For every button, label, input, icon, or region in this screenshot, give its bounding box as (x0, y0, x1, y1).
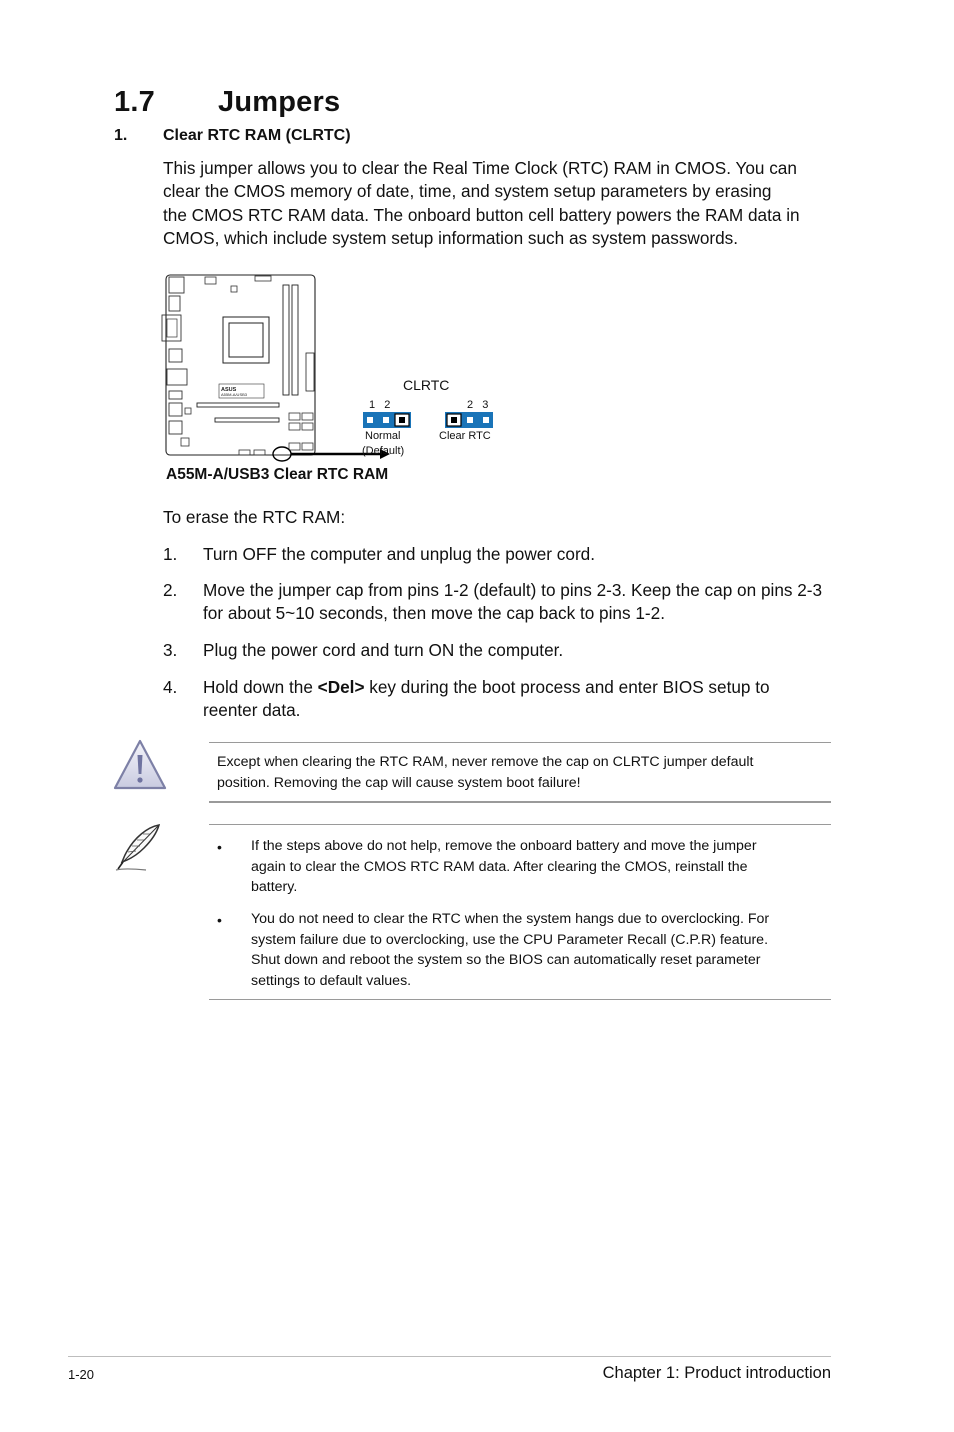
note-bullet-text (251, 909, 769, 991)
section-title (114, 86, 340, 119)
step-text: Hold down the (203, 677, 318, 697)
motherboard-outline (162, 275, 315, 461)
subsection-heading: Clear RTC RAM (CLRTC) (163, 127, 351, 144)
jumper-clear-rtc (445, 412, 493, 428)
caution-line: Except when clearing the RTC RAM, never remove the cap on CLRTC jumper default (217, 754, 754, 770)
subsection-title (114, 127, 351, 145)
jumper-label: CLRTC (403, 377, 450, 393)
step-number: 2. (163, 580, 178, 600)
right-pin-numbers: 2 3 (467, 399, 489, 411)
left-pin-numbers: 1 2 (369, 399, 391, 411)
note-line: battery. (251, 879, 298, 895)
note-line: Shut down and reboot the system so the BIOS can automatically reset parameter (251, 952, 761, 968)
normal-state-label: Normal (365, 430, 401, 442)
step-number: 4. (163, 677, 178, 697)
page-number: 1-20 (68, 1367, 95, 1382)
warning-triangle-icon (112, 738, 168, 792)
default-state-label: (Default) (362, 445, 405, 457)
caution-top-rule (209, 742, 831, 743)
note-line: If the steps above do not help, remove the onboard battery and move the jumper (251, 838, 757, 854)
description-line: This jumper allows you to clear the Real Time Clock (RTC) RAM in CMOS. You can (163, 158, 797, 178)
description-paragraph (163, 157, 823, 250)
board-model: A55M-A/USB3 (221, 392, 248, 397)
bullet-symbol: • (217, 839, 222, 855)
note-line: settings to default values. (251, 972, 412, 989)
note-bullet-text (251, 836, 757, 898)
bullet-symbol: • (217, 912, 222, 928)
description-line: clear the CMOS memory of date, time, and system setup parameters by erasing (163, 181, 772, 202)
board-logo: ASUS (221, 387, 237, 393)
jumper-normal-default (363, 412, 411, 428)
note-line: system failure due to overclocking, use the CPU Parameter Recall (C.P.R) feature. (251, 931, 769, 948)
clrtc-diagram (150, 265, 520, 470)
note-line: again to clear the CMOS RTC RAM data. After clearing the CMOS, reinstall the (251, 858, 748, 875)
section-heading: Jumpers (218, 86, 341, 118)
caution-text (217, 752, 754, 793)
caution-bottom-rule (209, 801, 831, 803)
description-line: the CMOS RTC RAM data. The onboard button cell battery powers the RAM data in (163, 204, 800, 225)
subsection-number: 1. (114, 127, 128, 144)
step-number: 3. (163, 640, 178, 660)
step-text: Move the jumper cap from pins 1-2 (default) to pins 2-3. Keep the cap on pins 2-3 (203, 580, 823, 600)
note-line: You do not need to clear the RTC when the system hangs due to overclocking. For (251, 911, 770, 927)
step-number: 1. (163, 544, 178, 564)
step-text: key during the boot process and enter BIOS setup to (364, 677, 770, 697)
caution-line: position. Removing the cap will cause system boot failure! (217, 774, 581, 791)
del-key: <Del> (317, 677, 365, 697)
note-top-rule (209, 824, 831, 825)
note-bottom-rule (209, 999, 831, 1000)
chapter-title: Chapter 1: Product introduction (602, 1364, 831, 1382)
step-text: Turn OFF the computer and unplug the power cord. (203, 544, 596, 564)
section-number: 1.7 (114, 86, 155, 118)
steps-intro: To erase the RTC RAM: (163, 507, 346, 527)
feather-pen-icon (112, 822, 164, 874)
clear-rtc-state-label: Clear RTC (439, 430, 491, 442)
description-line: CMOS, which include system setup information such as system passwords. (163, 227, 739, 248)
step-text: reenter data. (203, 700, 301, 721)
footer-rule (68, 1356, 831, 1357)
diagram-caption: A55M-A/USB3 Clear RTC RAM (166, 466, 389, 483)
step-text: for about 5~10 seconds, then move the cap back to pins 1-2. (203, 603, 665, 624)
step-text: Plug the power cord and turn ON the computer. (203, 640, 564, 660)
